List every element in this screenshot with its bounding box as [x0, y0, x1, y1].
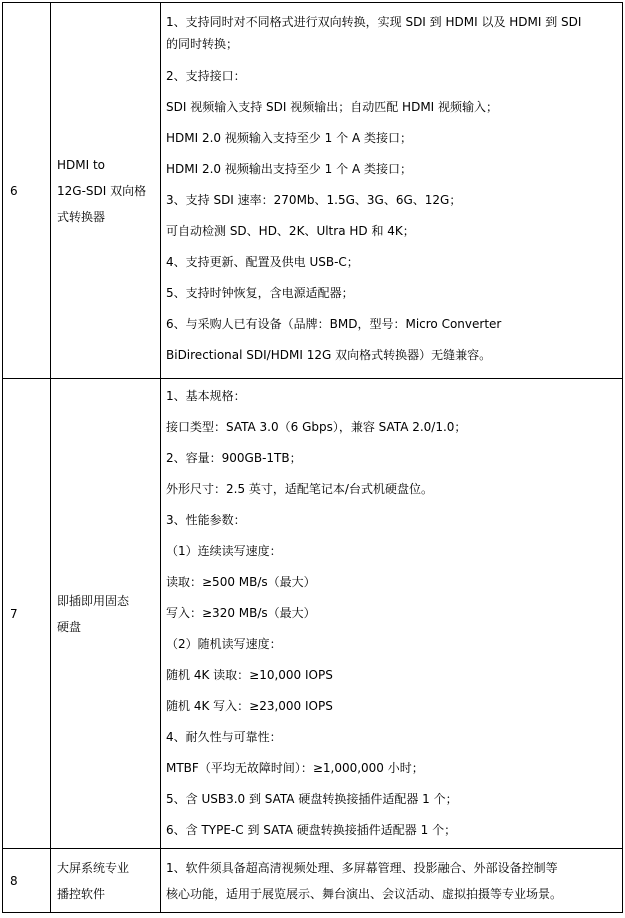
row-number: 7	[3, 379, 51, 849]
spec-line: 读取：≥500 MB/s（最大）	[166, 575, 316, 589]
table-row	[3, 3, 623, 379]
spec-line: 4、支持更新、配置及供电 USB-C；	[166, 254, 359, 269]
item-name	[51, 849, 161, 913]
row-number: 8	[3, 849, 51, 913]
spec-line: SDI 视频输入支持 SDI 视频输出；自动匹配 HDMI 视频输入；	[166, 99, 499, 114]
spec-line: 1、软件须具备超高清视频处理、多屏幕管理、投影融合、外部设备控制等	[166, 860, 558, 875]
spec-line: （2）随机读写速度：	[166, 637, 282, 651]
item-name-line: 硬盘	[57, 619, 82, 634]
spec-line: 6、含 TYPE-C 到 SATA 硬盘转换接插件适配器 1 个；	[166, 823, 457, 837]
spec-line: MTBF（平均无故障时间）：≥1,000,000 小时；	[166, 761, 424, 775]
spec-line: 外形尺寸：2.5 英寸，适配笔记本/台式机硬盘位。	[166, 482, 433, 496]
item-name-line: 大屏系统专业	[57, 860, 130, 875]
item-spec	[161, 849, 623, 913]
spec-line: 核心功能，适用于展览展示、舞台演出、会议活动、虚拟拍摄等专业场景。	[166, 886, 563, 901]
spec-line: 3、支持 SDI 速率：270Mb、1.5G、3G、6G、12G；	[166, 192, 462, 207]
item-name	[51, 379, 161, 849]
spec-line: 可自动检测 SD、HD、2K、Ultra HD 和 4K；	[166, 223, 415, 238]
item-name-line: 12G-SDI 双向格	[57, 183, 147, 198]
spec-table	[2, 2, 623, 913]
spec-line: 6、与采购人已有设备（品牌：BMD，型号：Micro Converter	[166, 316, 502, 331]
item-name	[51, 3, 161, 379]
spec-line: 5、支持时钟恢复，含电源适配器；	[166, 285, 354, 300]
spec-line: 2、容量：900GB-1TB；	[166, 451, 302, 465]
spec-line: 1、基本规格：	[166, 389, 246, 403]
spec-line: 1、支持同时对不同格式进行双向转换，实现 SDI 到 HDMI 以及 HDMI 到 SDI	[166, 14, 582, 29]
item-name-line: 式转换器	[57, 209, 106, 224]
spec-line: 5、含 USB3.0 到 SATA 硬盘转换接插件适配器 1 个；	[166, 792, 458, 806]
spec-line: 3、性能参数：	[166, 513, 246, 527]
spec-line: 2、支持接口：	[166, 68, 246, 83]
spec-line: 4、耐久性与可靠性：	[166, 730, 282, 744]
item-spec	[161, 3, 623, 379]
item-name-line: 即插即用固态	[57, 593, 130, 608]
table-row	[3, 379, 623, 849]
spec-line: BiDirectional SDI/HDMI 12G 双向格式转换器）无缝兼容。	[166, 347, 492, 362]
item-name-line: 播控软件	[57, 886, 106, 901]
spec-line: 写入：≥320 MB/s（最大）	[166, 606, 316, 620]
spec-line: 的同时转换；	[166, 36, 239, 51]
item-spec	[161, 379, 623, 849]
spec-line: （1）连续读写速度：	[166, 544, 282, 558]
item-name-line: HDMI to	[57, 157, 106, 172]
table-row	[3, 849, 623, 913]
spec-line: HDMI 2.0 视频输入支持至少 1 个 A 类接口；	[166, 130, 412, 145]
spec-line: 随机 4K 写入：≥23,000 IOPS	[166, 699, 333, 713]
spec-line: HDMI 2.0 视频输出支持至少 1 个 A 类接口；	[166, 161, 412, 176]
spec-line: 接口类型：SATA 3.0（6 Gbps），兼容 SATA 2.0/1.0；	[166, 420, 467, 434]
spec-line: 随机 4K 读取：≥10,000 IOPS	[166, 668, 333, 682]
row-number: 6	[3, 3, 51, 379]
